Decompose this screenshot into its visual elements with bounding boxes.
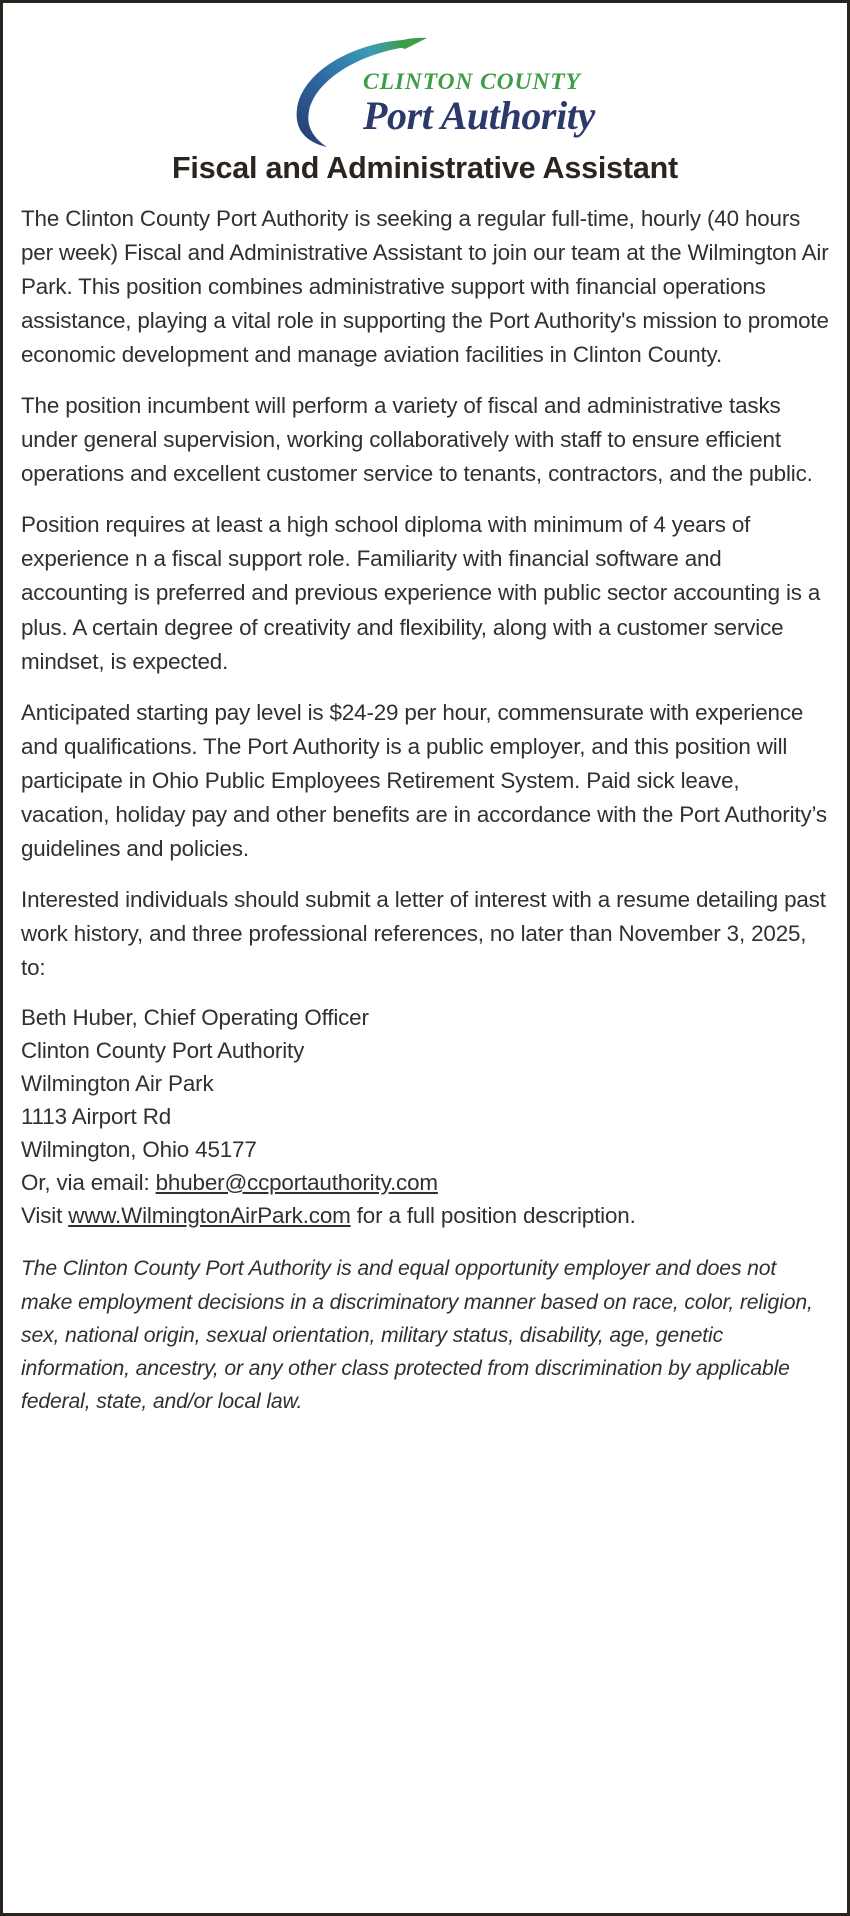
job-description-body [21,202,829,985]
clinton-county-port-authority-logo [275,37,595,149]
contact-street-address: 1113 Airport Rd [21,1103,172,1129]
logo-block [21,21,829,149]
paragraph-compensation: Anticipated starting pay level is $24-29 per hour, commensurate with experience and qualifications. The Port Authority is a public employer, and this position will participate in Ohio Public Employees Retirement System. Paid sick leave, vacation, holiday pay and other benefits are in accordance with the Port Authority’s guidelines and policies. [21,699,827,861]
paragraph-overview: The Clinton County Port Authority is seeking a regular full-time, hourly (40 hours per week) Fiscal and Administrative Assistant to join our team at the Wilmington Air Park. This position combines administrative support with financial operations assistance, playing a vital role in supporting the Port Authority's mission to promote economic development and manage aviation facilities in Clinton County. [21,206,829,368]
website-link[interactable]: www.WilmingtonAirPark.com [68,1202,351,1228]
email-link[interactable]: bhuber@ccportauthority.com [155,1169,438,1195]
contact-block [21,1002,829,1232]
contact-email-line [21,1167,829,1200]
contact-name-title: Beth Huber, Chief Operating Officer [21,1004,369,1030]
paragraph-requirements: Position requires at least a high school diploma with minimum of 4 years of experience n a fiscal support role. Familiarity with financial software and accounting is preferred and previous experience with public sector accounting is a plus. A certain degree of creativity and flexibility, along with a customer service mindset, is expected. [21,512,821,674]
ad-content-area [3,3,847,1913]
paragraph-application-instructions: Interested individuals should submit a letter of interest with a resume detailing past work history, and three professional references, no later than November 3, 2025, to: [21,886,826,980]
paragraph-duties: The position incumbent will perform a variety of fiscal and administrative tasks under general supervision, working collaboratively with staff to ensure efficient operations and excellent customer service to tenants, contractors, and the public. [21,393,813,487]
website-suffix: for a full position description. [350,1202,636,1228]
logo-wordmark [363,71,595,136]
contact-city-state-zip: Wilmington, Ohio 45177 [21,1136,257,1162]
job-title: Fiscal and Administrative Assistant [171,151,678,185]
logo-line-port-authority: Port Authority [363,92,595,138]
contact-website-line [21,1200,829,1233]
equal-opportunity-statement: The Clinton County Port Authority is and equal opportunity employer and does not make employment decisions in a discriminatory manner based on race, color, religion, sex, national origin, sexual orientation, military status, disability, age, genetic information, ancestry, or any other class protected from discrimination by applicable federal, state, and/or local law. [21,1257,813,1413]
contact-organization: Clinton County Port Authority [21,1037,305,1063]
website-label: Visit [21,1202,69,1228]
logo-line-county: CLINTON COUNTY [363,69,581,95]
contact-facility: Wilmington Air Park [21,1070,214,1096]
email-label: Or, via email: [21,1169,156,1195]
